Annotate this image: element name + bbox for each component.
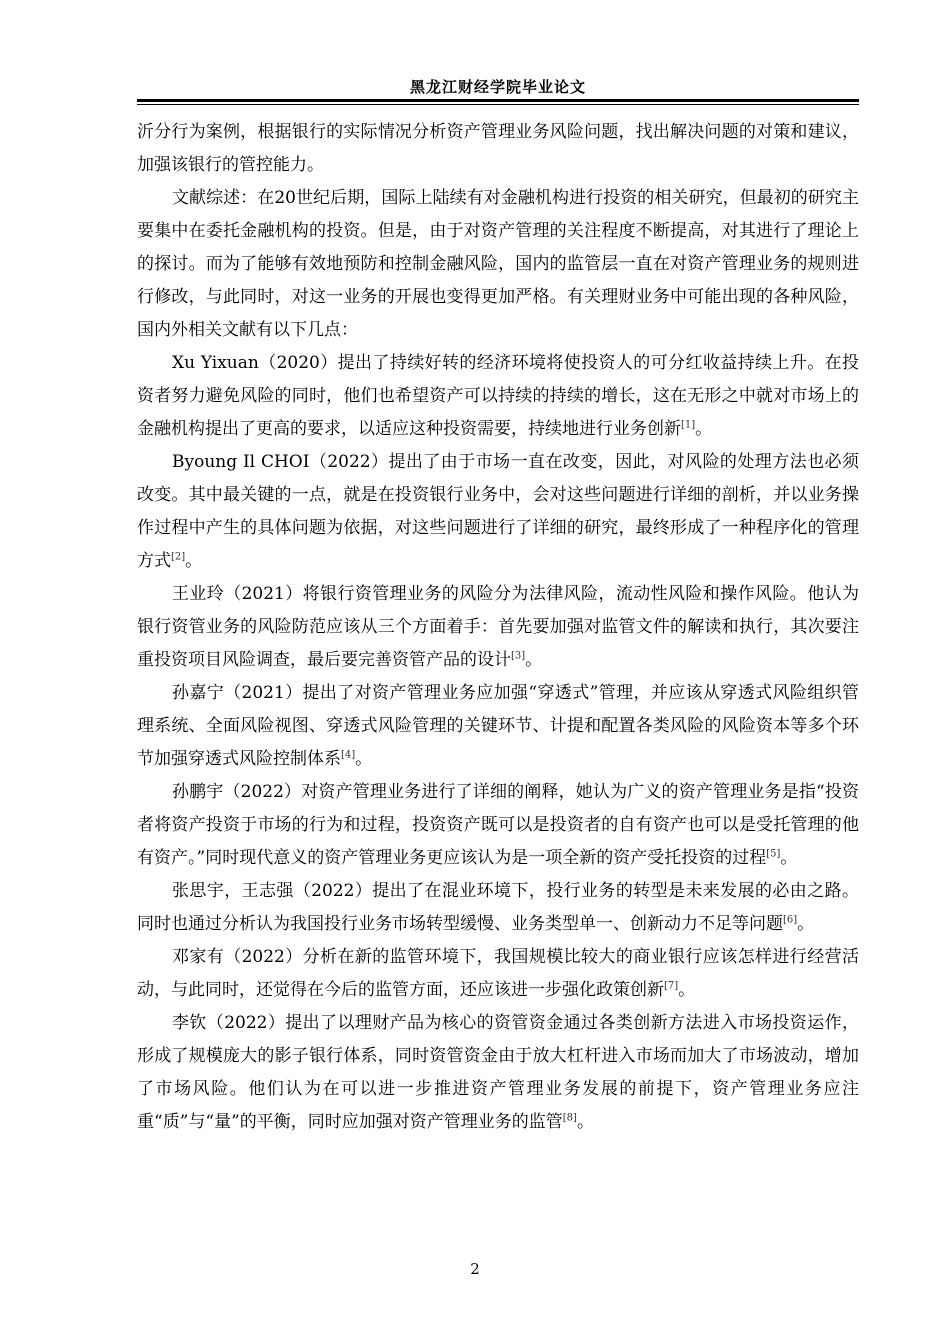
paragraph-zhang-siyu	[137, 875, 859, 941]
paragraph-tail: 。	[797, 914, 815, 934]
running-header: 黑龙江财经学院毕业论文	[409, 78, 586, 96]
paragraph-tail: 。	[355, 749, 373, 769]
citation-ref[interactable]: [4]	[341, 749, 356, 761]
paragraph-literature-review	[137, 182, 859, 347]
paragraph-text: Byoung Il CHOI（2022）提出了由于市场一直在改变，因此，对风险的处理方法也必须改变。其中最关键的一点，就是在投资银行业务中，会对这些问题进行详细的剖析，并以业务操作过程中产生的具体问题为依据，对这些问题进行了详细的研究，最终形成了一种程序化的管理方式	[137, 452, 859, 571]
paragraph-wang-yeling	[137, 578, 859, 677]
paragraph-continuation	[137, 116, 859, 182]
paragraph-tail: 。	[780, 848, 798, 868]
paragraph-tail: 。	[525, 650, 543, 670]
citation-ref[interactable]: [2]	[171, 551, 186, 563]
paragraph-tail: 。	[576, 1112, 594, 1132]
paragraph-text: 孙鹏宇（2022）对资产管理业务进行了详细的阐释，她认为广义的资产管理业务是指“投资者将资产投资于市场的行为和过程，投资资产既可以是投资者的自有资产也可以是受托管理的他有资产。”同时现代意义的资产管理业务更应该认为是一项全新的资产受托投资的过程	[137, 782, 859, 868]
header-rule-thin	[137, 104, 859, 105]
paragraph-tail: 。	[695, 419, 713, 439]
citation-ref[interactable]: [5]	[766, 848, 781, 860]
paragraph-sun-jianing	[137, 677, 859, 776]
paragraph-tail: 。	[185, 551, 203, 571]
paragraph-text: 李钦（2022）提出了以理财产品为核心的资管资金通过各类创新方法进入市场投资运作，形成了规模庞大的影子银行体系，同时资管资金由于放大杠杆进入市场而加大了市场波动，增加了市场风险。他们认为在可以进一步推进资产管理业务发展的前提下，资产管理业务应注重“质”与“量”的平衡，同时应加强对资产管理业务的监管	[137, 1013, 859, 1132]
paragraph-xu-yixuan	[137, 347, 859, 446]
citation-ref[interactable]: [1]	[681, 419, 696, 431]
paragraph-deng-jiayou	[137, 941, 859, 1007]
page-number: 2	[470, 1260, 480, 1278]
paragraph-tail: 。	[678, 980, 696, 1000]
citation-ref[interactable]: [3]	[511, 650, 526, 662]
citation-ref[interactable]: [7]	[664, 980, 679, 992]
paragraph-text: 沂分行为案例，根据银行的实际情况分析资产管理业务风险问题，找出解决问题的对策和建议，加强该银行的管控能力。	[137, 122, 859, 175]
paragraph-text: 文献综述：在20世纪后期，国际上陆续有对金融机构进行投资的相关研究，但最初的研究主要集中在委托金融机构的投资。但是，由于对资产管理的关注程度不断提高，对其进行了理论上的探讨。而为了能够有效地预防和控制金融风险，国内的监管层一直在对资产管理业务的规则进行修改，与此同时，对这一业务的开展也变得更加严格。有关理财业务中可能出现的各种风险，国内外相关文献有以下几点：	[137, 188, 859, 340]
body-text	[137, 116, 859, 1139]
paragraph-text: 王业玲（2021）将银行资管理业务的风险分为法律风险，流动性风险和操作风险。他认为银行资管业务的风险防范应该从三个方面着手：首先要加强对监管文件的解读和执行，其次要注重投资项目风险调查，最后要完善资管产品的设计	[137, 584, 859, 670]
citation-ref[interactable]: [6]	[783, 914, 798, 926]
paragraph-byoung-il-choi	[137, 446, 859, 578]
paragraph-text: 张思宇，王志强（2022）提出了在混业环境下，投行业务的转型是未来发展的必由之路。同时也通过分析认为我国投行业务市场转型缓慢、业务类型单一、创新动力不足等问题	[137, 881, 859, 934]
citation-ref[interactable]: [8]	[562, 1112, 577, 1124]
paragraph-sun-pengyu	[137, 776, 859, 875]
paragraph-li-qin	[137, 1007, 859, 1139]
paragraph-text: 孙嘉宁（2021）提出了对资产管理业务应加强“穿透式”管理，并应该从穿透式风险组织管理系统、全面风险视图、穿透式风险管理的关键环节、计提和配置各类风险的风险资本等多个环节加强穿透式风险控制体系	[137, 683, 859, 769]
header-rule-thick	[137, 99, 859, 102]
paragraph-text: 邓家有（2022）分析在新的监管环境下，我国规模比较大的商业银行应该怎样进行经营活动，与此同时，还觉得在今后的监管方面，还应该进一步强化政策创新	[137, 947, 859, 1000]
paragraph-text: Xu Yixuan（2020）提出了持续好转的经济环境将使投资人的可分红收益持续上升。在投资者努力避免风险的同时，他们也希望资产可以持续的持续的增长，这在无形之中就对市场上的金融机构提出了更高的要求，以适应这种投资需要，持续地进行业务创新	[137, 353, 859, 439]
